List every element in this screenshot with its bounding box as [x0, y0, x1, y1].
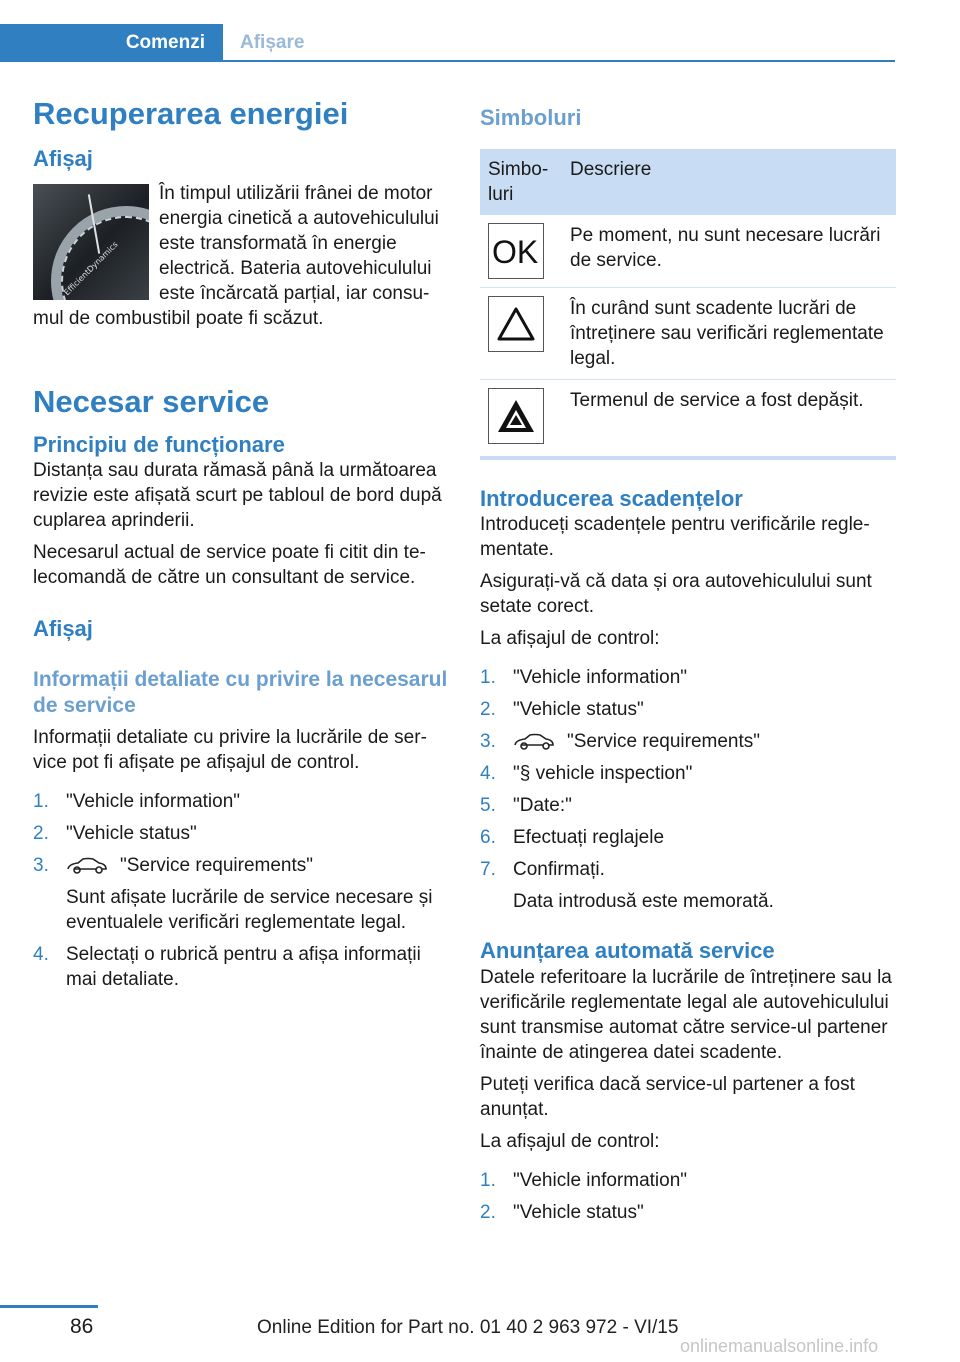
- right-column: [480, 95, 896, 1232]
- tab-comenzi[interactable]: Comenzi: [0, 24, 223, 60]
- svg-text:OK: OK: [492, 234, 539, 268]
- table-header: Descriere: [562, 149, 896, 215]
- tab-afisare[interactable]: Afișare: [240, 32, 305, 53]
- list-item: 2. "Vehicle status": [480, 699, 644, 721]
- list-item: 5. "Date:": [480, 795, 572, 817]
- title-necesar-service: Necesar service: [33, 383, 270, 419]
- footer-rule: [0, 1305, 98, 1308]
- list-item: 3. "Service requirements": [480, 731, 761, 753]
- principiu-p1: Distanța sau durata rămasă până la următoarea revizie este afișată scurt pe tabloul de bord după cuplarea aprinderii.: [33, 460, 442, 532]
- list-item: 1. "Vehicle information": [480, 667, 688, 689]
- left-column: [33, 95, 448, 999]
- heading-afisaj: Afișaj: [33, 146, 93, 172]
- car-icon: [513, 733, 555, 751]
- heading-anuntarea-automata: Anunțarea automată service: [480, 938, 775, 964]
- watermark: onlinemanualsonline.info: [680, 1336, 879, 1356]
- heading-principiu: Principiu de funcționare: [33, 431, 285, 457]
- warning-triangle-filled-icon: [488, 388, 544, 444]
- table-row: OK Pe moment, nu sunt necesare lucrări de service.: [480, 215, 896, 288]
- title-recuperarea-energiei: Recuperarea energiei: [33, 96, 349, 131]
- intro-p3: La afișajul de control:: [480, 628, 660, 650]
- anunt-steps-list: [480, 1168, 896, 1225]
- intro-steps-list: [480, 665, 896, 914]
- left-steps-list: [33, 789, 448, 992]
- warning-triangle-outline-icon: [488, 296, 544, 352]
- car-icon: [66, 857, 108, 875]
- table-header: Simboluri: [480, 149, 562, 215]
- list-item: 4. "§ vehicle inspection": [480, 763, 693, 785]
- anunt-p3: La afișajul de control:: [480, 1130, 660, 1152]
- table-row: Termenul de service a fost depășit.: [480, 380, 896, 459]
- list-item: 4. Selectați o rubrică pentru a afișa informații mai detaliate.: [33, 944, 421, 991]
- table-row: În curând sunt scadente lucrări de întreținere sau verificări reglementate legal.: [480, 288, 896, 380]
- intro-p2: Asigurați-vă că data și ora autovehiculului sunt setate corect.: [480, 571, 872, 618]
- header-tabs: [0, 24, 895, 62]
- info-text: Informații detaliate cu privire la lucrările de service pot fi afișate pe afișajul de control.: [33, 727, 427, 774]
- anunt-p1: Datele referitoare la lucrările de întreținere sau la verificările reglementate legal ale autovehiculului sunt transmise automat către service-ul partener înainte de atingerea datei scadente.: [480, 966, 892, 1063]
- symbols-table: [480, 149, 896, 460]
- list-item: 6. Efectuați reglajele: [480, 827, 665, 849]
- intro-p1: Introduceți scadențele pentru verificările reglementate.: [480, 514, 870, 561]
- heading-simboluri: Simboluri: [480, 105, 582, 130]
- list-item: 3. "Service requirements" Sunt afișate lucrările de service necesare și eventualele verificări reglementate legal.: [33, 855, 433, 934]
- heading-informatii-detaliate: Informații detaliate cu privire la necesarul de service: [33, 667, 448, 717]
- list-item: 2. "Vehicle status": [480, 1201, 644, 1223]
- ok-icon: [488, 223, 544, 279]
- footer-edition: Online Edition for Part no. 01 40 2 963 972 - VI/15: [257, 1317, 679, 1338]
- list-item: 1. "Vehicle information": [480, 1169, 688, 1191]
- recuperare-text: În timpul utilizării frânei de motor energia cinetică a autovehiculului este transformată în energie electrică. Bateria autovehiculului este încărcată parțial, iar consumul de combustibil poate fi scăzut.: [33, 182, 439, 329]
- heading-introducerea-scadentelor: Introducerea scadențelor: [480, 486, 743, 511]
- efficient-dynamics-gauge-image: EfficientDynamics: [33, 184, 149, 300]
- heading-afisaj-2: Afișaj: [33, 616, 93, 642]
- page-number: 86: [70, 1315, 94, 1338]
- list-item: 2. "Vehicle status": [33, 823, 197, 845]
- list-item: 1. "Vehicle information": [33, 791, 241, 813]
- principiu-p2: Necesarul actual de service poate fi citit din telecomandă de către un consultant de service.: [33, 542, 426, 589]
- anunt-p2: Puteți verifica dacă service-ul partener a fost anunțat.: [480, 1073, 855, 1120]
- list-item: 7. Confirmați. Data introdusă este memorată.: [480, 859, 774, 913]
